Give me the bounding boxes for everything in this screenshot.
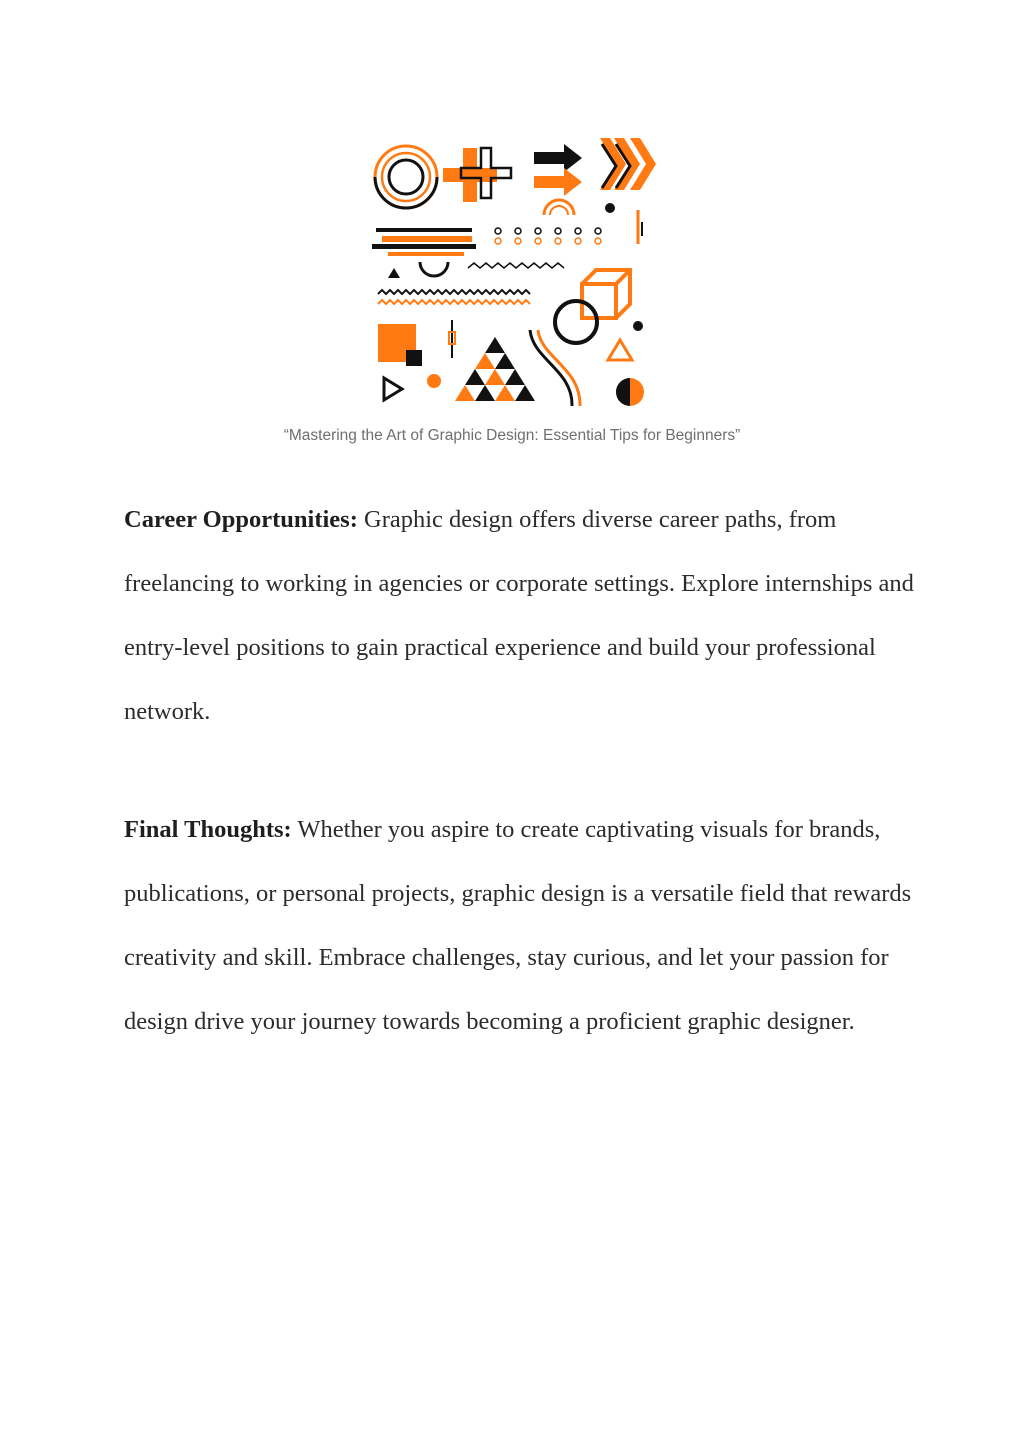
concentric-circles-icon [375,146,437,208]
outline-triangle-icon [608,340,632,360]
small-circles-icon [495,228,601,244]
career-opportunities-paragraph [124,488,914,744]
final-thoughts-paragraph [124,798,914,1054]
section-body: Graphic design offers diverse career paths, from freelancing to working in agencies or corporate settings. Explore internships and entry-level positions to gain practical experience and build your professional network. [124,506,914,725]
cube-icon [582,270,630,318]
geometric-shapes-illustration-icon [368,130,656,412]
play-triangle-icon [384,378,402,400]
squares-icon [378,324,422,366]
zigzag-lines-icon [378,290,530,304]
orange-dot-icon [427,374,441,388]
section-heading: Career Opportunities: [124,506,358,533]
section-body: Whether you aspire to create captivating visuals for brands, publications, or personal projects, graphic design is a versatile field that rewards creativity and skill. Embrace challenges, stay curious, and let your passion for design drive your journey towards becoming a proficient graphic designer. [124,816,912,1035]
bowl-arc-icon [420,262,448,276]
horizontal-bars-icon [372,228,476,256]
small-triangle-icon [388,268,400,278]
arrows-icon [534,144,582,196]
chevrons-icon [600,138,656,190]
section-heading: Final Thoughts: [124,816,292,843]
wavy-line-icon [468,263,564,268]
figure-caption: “Mastering the Art of Graphic Design: Essential Tips for Beginners” [283,427,741,444]
plus-signs-icon [443,148,511,202]
half-circle-icon [616,378,644,406]
vertical-markers-icon [638,210,642,244]
article-illustration [368,130,656,412]
arc-icon [544,200,574,215]
dot-icon [605,203,615,213]
triangle-pyramid-icon [455,337,535,401]
ring-icon [555,301,597,343]
